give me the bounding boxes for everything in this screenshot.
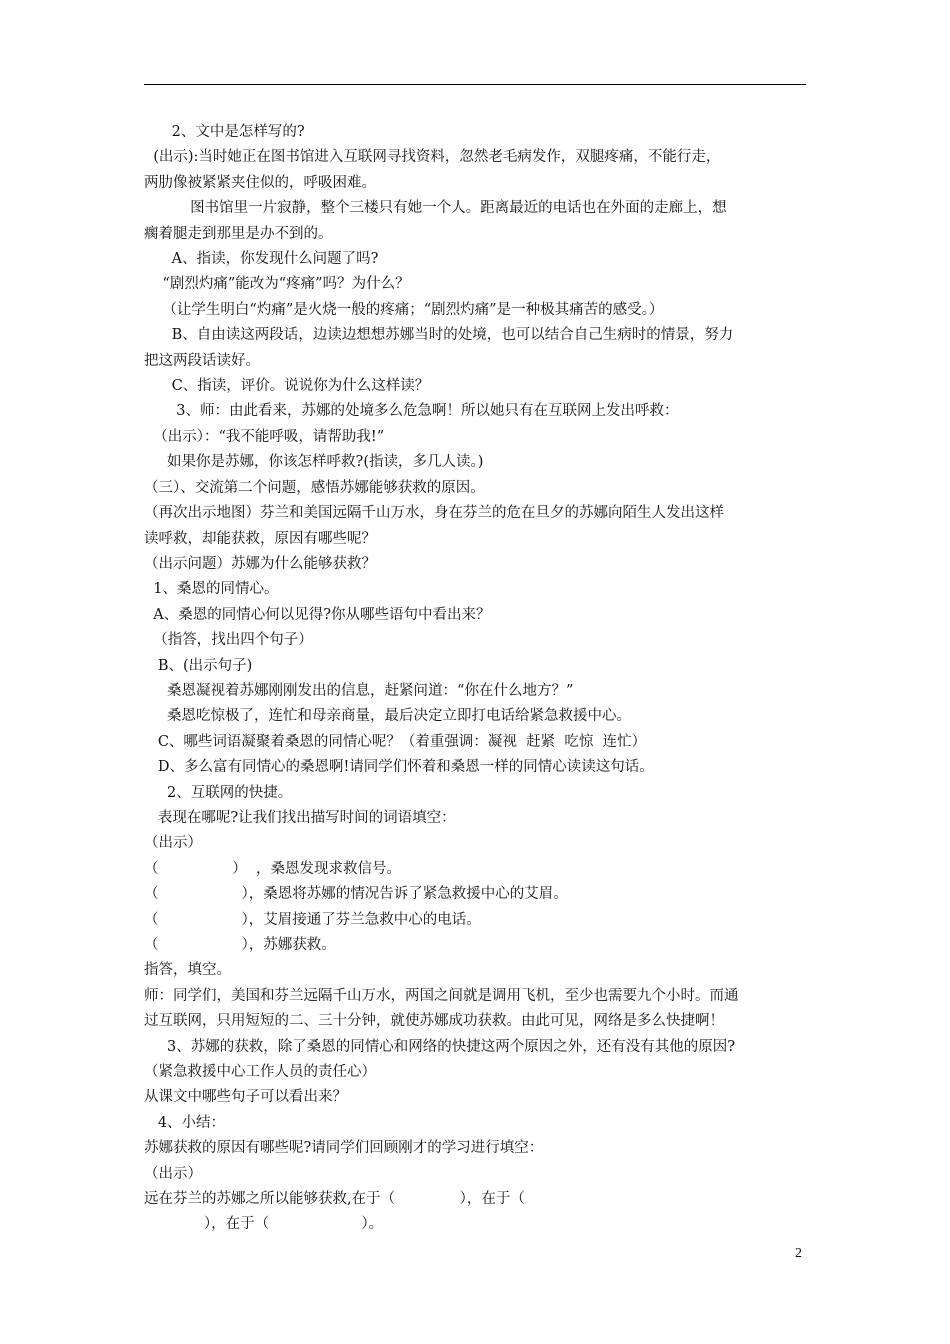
text-line: （ ） ，桑恩发现求救信号。 <box>144 860 401 877</box>
text-line: （ ），艾眉接通了芬兰急救中心的电话。 <box>144 911 481 928</box>
text-line: 读呼救，却能获救，原因有哪些呢？ <box>144 530 376 547</box>
text-line: （出示问题）苏娜为什么能够获救？ <box>144 555 376 572</box>
text-line: 苏娜获救的原因有哪些呢?请同学们回顾刚才的学习进行填空： <box>144 1140 544 1157</box>
text-line: A、指读，你发现什么问题了吗? <box>144 251 379 268</box>
text-line: C、指读，评价。说说你为什么这样读？ <box>144 378 430 395</box>
text-line: 图书馆里一片寂静，整个三楼只有她一个人。距离最近的电话也在外面的走廊上，想 <box>144 200 727 217</box>
text-line: （出示） <box>144 835 202 852</box>
text-line: D、多么富有同情心的桑恩啊!请同学们怀着和桑恩一样的同情心读读这句话。 <box>144 759 654 776</box>
header-rule <box>144 84 806 85</box>
text-line: 把这两段话读好。 <box>144 352 260 369</box>
text-line: 瘸着腿走到那里是办不到的。 <box>144 225 333 242</box>
text-line: （再次出示地图）芬兰和美国远隔千山万水，身在芬兰的危在旦夕的苏娜向陌生人发出这样 <box>144 505 724 522</box>
text-line: B、(出示句子) <box>144 657 253 674</box>
text-line: 如果你是苏娜，你该怎样呼救?(指读，多几人读。) <box>144 454 484 471</box>
text-line: （紧急救援中心工作人员的责任心） <box>144 1064 376 1081</box>
text-line: ），在于（ ）。 <box>144 1216 384 1233</box>
text-line: (出示):当时她正在图书馆进入互联网寻找资料，忽然老毛病发作，双腿疼痛，不能行走， <box>144 149 721 166</box>
document-body <box>144 120 812 1238</box>
text-line: （出示）：“我不能呼吸，请帮助我!” <box>144 428 385 445</box>
text-line: 师：同学们，美国和芬兰远隔千山万水，两国之间就是调用飞机，至少也需要九个小时。而通 <box>144 987 739 1004</box>
text-line: 1、桑恩的同情心。 <box>144 581 279 598</box>
text-line: C、哪些词语凝聚着桑恩的同情心呢？（着重强调：凝视 赶紧 吃惊 连忙） <box>144 733 647 750</box>
text-line: 2、互联网的快捷。 <box>144 784 293 801</box>
text-line: 过互联网，只用短短的二、三十分钟，就使苏娜成功获救。由此可见，网络是多么快捷啊！ <box>144 1013 724 1030</box>
text-line: （指答，找出四个句子） <box>144 632 313 649</box>
text-line: 表现在哪呢?让我们找出描写时间的词语填空： <box>144 809 456 826</box>
page-number: 2 <box>795 1246 802 1261</box>
text-line: 桑恩凝视着苏娜刚刚发出的信息，赶紧问道：“你在什么地方？” <box>144 682 574 699</box>
text-line: B、自由读这两段话，边读边想想苏娜当时的处境，也可以结合自己生病时的情景，努力 <box>144 327 734 344</box>
text-line: （让学生明白“灼痛”是火烧一般的疼痛；“剧烈灼痛”是一种极其痛苦的感受。） <box>144 301 664 318</box>
text-line: 3、苏娜的获救，除了桑恩的同情心和网络的快捷这两个原因之外，还有没有其他的原因? <box>144 1038 736 1055</box>
text-line: 远在芬兰的苏娜之所以能够获救,在于（ ），在于（ <box>144 1191 525 1208</box>
text-line: 指答，填空。 <box>144 962 231 979</box>
text-line: （ ），桑恩将苏娜的情况告诉了紧急救援中心的艾眉。 <box>144 886 568 903</box>
text-line: 从课文中哪些句子可以看出来？ <box>144 1089 347 1106</box>
text-line: （出示） <box>144 1165 202 1182</box>
text-line: 2、文中是怎样写的? <box>144 124 305 140</box>
text-line: A、桑恩的同情心何以见得?你从哪些语句中看出来？ <box>144 606 491 623</box>
text-line: （三）、交流第二个问题，感悟苏娜能够获救的原因。 <box>144 479 485 496</box>
text-line: 两肋像被紧紧夹住似的，呼吸困难。 <box>144 174 376 191</box>
text-line: 4、小结： <box>144 1114 226 1131</box>
text-line: （ ），苏娜获救。 <box>144 937 336 953</box>
text-line: 桑恩吃惊极了，连忙和母亲商量，最后决定立即打电话给紧急救援中心。 <box>144 708 632 725</box>
text-line: 3、师：由此看来，苏娜的处境多么危急啊！所以她只有在互联网上发出呼救： <box>144 403 679 420</box>
text-line: “剧烈灼痛”能改为“疼痛”吗？为什么？ <box>144 276 410 293</box>
